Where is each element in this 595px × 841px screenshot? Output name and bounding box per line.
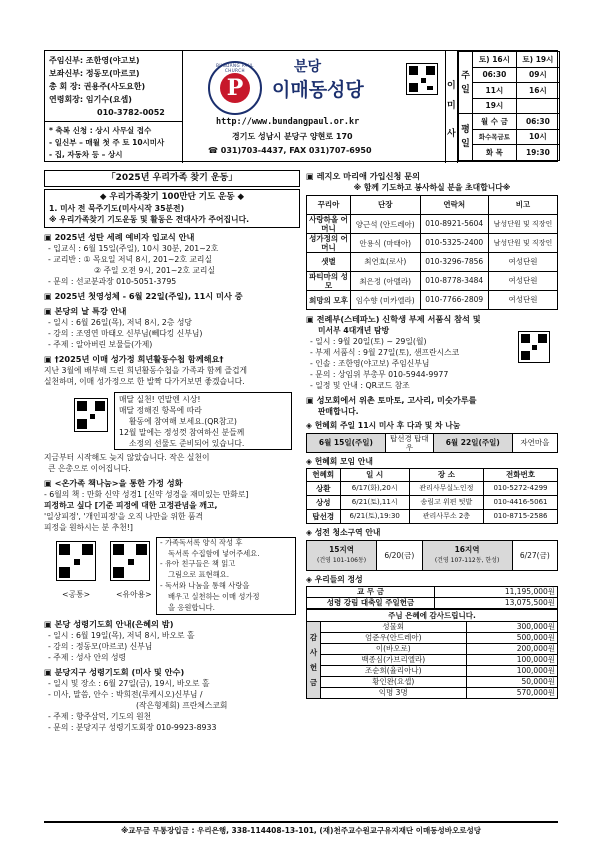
section-heading: ▣ 본당의 날 특강 안내 xyxy=(44,305,300,317)
mass-label: 이 미 사 xyxy=(446,51,458,163)
legio-table: 꾸리아 단장 연락처 비고 사랑하올 어머니 양근석 (안드레아) 010-8921-5604 남성단원 및 직장인 성가정의 어머니 안용식 (마태아) 010-5325-2400 남성단원 및 직장인 샛별 최연효(로사) 010-3296-7856 여성단원 파티마의 성모 최은정 (아멜라) 010-8778-3484 여성단원 희망의 모후 임수향 (미카엘라) 010-7766-2809 여성단원 xyxy=(306,195,558,310)
mass-schedule xyxy=(445,51,559,163)
section-heading: ▣ 분당지구 성령기도회 (미사 및 안수) xyxy=(44,666,300,678)
section-heading: ▣ 2025년 성탄 세례 예비자 입교식 안내 xyxy=(44,231,300,243)
campaign-title: 「2025년 우리가족 찾기 운동」 xyxy=(44,170,300,187)
thanks-table: 주님 은혜에 감사드립니다. 감 사 헌 금 성물회 300,000원 엄준우(안드레아) 500,000원 이(바오로) 200,000원 백종심(가브리엘라) 100,000원 조순희(율리아나) 100,000원 황인완(요셉) 50,000원 익명 3명 570,000원 xyxy=(306,609,558,699)
jubilee-box: 매달 실천! 연말엔 시상! 매달 정해진 항목에 따라 활동에 참여해 보세요.(QR참고) 12월 말에는 정성껏 참여하신 분들께 소정의 선물도 준비되어 있습니다. xyxy=(44,390,300,452)
bulletin-header xyxy=(44,50,558,162)
tea-heading: ◈ 헌혜회 주일 11시 미사 후 다과 및 차 나눔 xyxy=(306,421,461,430)
meeting-heading: ◈ 헌혜회 모임 안내 xyxy=(306,457,373,466)
offering-table xyxy=(306,586,558,609)
staff-row: 연령회장: 임기수(요셉) xyxy=(49,95,132,104)
section-heading: ▣ 본당 성령기도회 안내(은혜의 밤) xyxy=(44,618,300,630)
church-phone: ☎ 031)703-4437, FAX 031)707-6950 xyxy=(208,146,372,155)
table-row: 황인완(요셉) 50,000원 xyxy=(307,677,558,688)
church-address: 경기도 성남시 분당구 양현로 170 xyxy=(232,132,353,141)
kids-qr-icon[interactable] xyxy=(110,541,150,581)
table-row: 이(바오로) 200,000원 xyxy=(307,644,558,655)
bank-footer: ※교무금 무통장입금 : 우리은행, 338-114408-13-101, (재)천주교수원교구유지재단 이매동성바오로성당 xyxy=(44,821,558,835)
table-row: 탑선경 6/21(토),19:30 관리사무소 2층 010-8715-2586 xyxy=(307,510,558,524)
church-name-line2: 이매동성당 xyxy=(272,79,364,101)
table-row: 상환 6/17(화),20시 관리사무실노인정 010-5272-4299 xyxy=(307,482,558,496)
church-logo: BUNDANG PAUL CHURCH P xyxy=(208,61,262,115)
staff-row: 총 회 장: 권용주(사도요한) xyxy=(49,82,146,91)
section-heading: ▣ 성모회에서 위촌 토마토, 고사리, 미숫가루를 xyxy=(306,394,558,406)
section-heading: ▣ <온가족 책나눔>을 통한 가정 성화 xyxy=(44,477,300,489)
common-qr-icon[interactable] xyxy=(56,541,96,581)
website-qr-icon[interactable] xyxy=(406,63,438,95)
church-banner xyxy=(184,51,444,163)
table-row: 익명 3명 570,000원 xyxy=(307,688,558,699)
website-url[interactable]: http://www.bundangpaul.or.kr xyxy=(216,117,360,127)
section-heading: ▣ 레지오 마리애 가입신청 문의 xyxy=(306,170,558,182)
offering-heading: ◈ 우리들의 정성 xyxy=(306,575,363,584)
section-heading: ▣ 2025년 첫영성체 - 6월 22일(주일), 11시 미사 중 xyxy=(44,290,300,302)
campaign-box: ◆ 우리가족찾기 100만단 기도 운동 ◆ 1. 미사 전 묵주기도(미사시작 35분전) ※ 우리가족찾기 기도운동 및 활동은 전대사가 주어집니다. xyxy=(44,189,300,228)
table-row: 사랑하올 어머니 양근석 (안드레아) 010-8921-5604 남성단원 및 직장인 xyxy=(307,215,558,234)
left-column: 「2025년 우리가족 찾기 운동」 ◆ 우리가족찾기 100만단 기도 운동 ◆ 1. 미사 전 묵주기도(미사시작 35분전) ※ 우리가족찾기 기도운동 및 활동은 전대사가 주어집니다. ▣ 2025년 성탄 세례 예비자 입교식 안내 - 입교식 : 6월 15일(주일), 10시 30분, 201~2호 - 교리반 : ① 목요일 저녁 8시, 201~2호 교리실 ② 주일 오전 9시, 201~2호 교리실 - 문의 : 선교분과장 010-5051-3795 ▣ 2025년 첫영성체 - 6월 22일(주일), 11시 미사 중 ▣ 본당의 날 특강 안내 - 일시 : 6월 26일(목), 저녁 8시, 2층 성당 - 강의 : 조영연 마태오 신부님(뻬다킹 신부님) - 주제 : 알아버린 보물들(가제) ▣ †2025년 이매 성가정 희년활동수첩 함께해요† 지난 3월에 배부해 드린 희년활동수첩을 가족과 함께 즐겁게 실천하며, 이매 성가정으로 한 발짝 다가거보면 좋겠습니다. 매달 실천! 연말엔 시상! 매달 정해진 항목에 따라 활동에 참여해 보세요.(QR참고) 12월 말에는 정성껏 참여하신 분들께 소정의 선물도 준비되어 있습니다. 지금부터 시작해도 늦지 않았습니다. 작은 실천이 큰 은총으로 이어집니다. ▣ <온가족 책나눔>을 통한 가정 성화 - 6월의 책 : 만화 신약 성경1 [신약 성경을 재미있는 만화로] 피정하고 싶다 [기준 피정에 대한 고정관념을 깨고, '일상피정', '개인피정'을 오직 나만을 위한 품격 피정을 원하시는 분 추천!] <공통> <유아용> - 가족독서록 양식 작성 후 독서록 수집함에 넣어주세요. - 유아 친구들은 책 읽고 그림으로 표현해요. - 독서와 나눔을 통해 사랑을 배우고 실천하는 이매 성가정 을 응원합니다. ▣ 본당 성령기도회 안내(은혜의 밤) - 일시 : 6월 19일(목), 저녁 8시, 바오로 홀 - 강의 : 정동모(마르코) 신부님 - 주제 : 성사 안의 성령 ▣ 분당지구 성령기도회 (미사 및 안수) - 일시 및 장소 : 6월 27일(금), 19시, 바오로 홀 - 미사, 말씀, 안수 : 박희전(루케시오)신부님 / (작은형제회) 프란체스코회 - 주제 : 향주삼덕, 기도의 원천 - 문의 : 분당지구 성령기도회장 010-9923-8933 xyxy=(44,170,300,733)
church-name-line1: 분당 xyxy=(294,59,322,75)
table-row: 샛별 최연효(로사) 010-3296-7856 여성단원 xyxy=(307,253,558,272)
seminarian-section: ▣ 전례부(스테파노) 신학생 부제 서품식 참석 및 미서부 4대개년 탐방 - 일시 : 9월 20일(토) ~ 29일(월) - 부제 서품식 : 9월 27일(토), 샌프란시스코 - 인솔 : 조한영(야고보) 주임신부님 - 문의 : 상임위 부총무 010-5944-9977 - 일정 및 안내 : QR코드 참조 xyxy=(306,313,558,391)
table-row: 희망의 모후 임수향 (미카엘라) 010-7766-2809 여성단원 xyxy=(307,291,558,310)
table-row: 교 무 금 11,195,000원 xyxy=(307,587,558,598)
blessing-note: * 축복 신청 : 상시 사무실 접수 - 일신부 – 매월 첫 주 토 10시미사 - 집, 자동차 등 – 상시 xyxy=(45,121,183,163)
book-share-box: <공통> <유아용> - 가족독서록 양식 작성 후 독서록 수집함에 넣어주세요. - 유아 친구들은 책 읽고 그림으로 표현해요. - 독서와 나눔을 통해 사랑을 배우고 실천하는 이매 성가정 을 응원합니다. xyxy=(44,535,300,615)
cleaning-heading: ◈ 성전 청소구역 안내 xyxy=(306,528,381,537)
section-heading: ▣ 전례부(스테파노) 신학생 부제 서품식 참석 및 xyxy=(306,313,558,325)
staff-list xyxy=(45,51,183,121)
jubilee-qr-icon[interactable] xyxy=(74,398,108,432)
staff-row: 보좌신부: 정동모(마르코) xyxy=(49,69,140,78)
trip-qr-icon[interactable] xyxy=(518,331,550,363)
right-column: ▣ 레지오 마리애 가입신청 문의 ※ 함께 기도하고 봉사하실 분을 초대합니다※ 꾸리아 단장 연락처 비고 사랑하올 어머니 양근석 (안드레아) 010-8921-5604 남성단원 및 직장인 성가정의 어머니 안용식 (마태아) 010-5325-2400 남성단원 및 직장인 샛별 최연효(로사) 010-3296-7856 여성단원 파티마의 성모 최은정 (아멜라) 010-8778-3484 여성단원 희망의 모후 임수향 (미카엘라) 010-7766-2809 여성단원 ▣ 전례부(스테파노) 신학생 부제 서품식 참석 및 미서부 4대개년 탐방 - 일시 : 9월 20일(토) ~ 29일(월) - 부제 서품식 : 9월 27일(토), 샌프란시스코 - 인솔 : 조한영(야고보) 주임신부님 - 문의 : 상임위 부총무 010-5944-9977 - 일정 및 안내 : QR코드 참조 ▣ 성모회에서 위촌 토마토, 고사리, 미숫가루를 판매합니다. ◈ 헌혜회 주일 11시 미사 후 다과 및 차 나눔 6월 15일(주일) 탑선경 탑대우 6월 22일(주일) 자연마을 ◈ 헌혜회 모임 안내 헌혜회 일 시 장 소 전화번호 상환 6/17(화),20시 관리사무실노인정 010-5272-4299 상성 6/21(토),11시 송림고 위편 텃밭 010-4416-5061 탑선경 6/21(토),19:30 관리사무소 2층 010-8715-2586 ◈ 성전 청소구역 안내 15지역 (건영 101-106동) 6/20(금) 16지역 (건영 107-112동, 한성) 6/27(금) ◈ 우리들의 정성 교 무 금 11,195,000원 성령 강림 대축일 주일헌금 13,075,500원 주님 은혜에 감사드립니다. 감 사 헌 금 성물회 300,000원 엄준우(안드레아) 500,000원 이(바오로) 200,000원 백종심(가브리엘라) 100,000원 조순희(율리아나) 100,000원 황인완(요셉) 50,000원 익명 3명 570,000원 xyxy=(306,170,558,699)
tea-table: 6월 15일(주일) 탑선경 탑대우 6월 22일(주일) 자연마을 xyxy=(306,433,558,453)
table-row: 조순희(율리아나) 100,000원 xyxy=(307,666,558,677)
table-row: 성령 강림 대축일 주일헌금 13,075,500원 xyxy=(307,598,558,609)
table-row: 상성 6/21(토),11시 송림고 위편 텃밭 010-4416-5061 xyxy=(307,496,558,510)
table-row: 성가정의 어머니 안용식 (마태아) 010-5325-2400 남성단원 및 직장인 xyxy=(307,234,558,253)
table-row: 엄준우(안드레아) 500,000원 xyxy=(307,633,558,644)
staff-row: 010-3782-0052 xyxy=(97,108,165,117)
section-heading: ▣ †2025년 이매 성가정 희년활동수첩 함께해요† xyxy=(44,353,300,365)
table-row: 감 사 헌 금 성물회 300,000원 xyxy=(307,622,558,633)
cleaning-table: 15지역 (건영 101-106동) 6/20(금) 16지역 (건영 107-112동, 한성) 6/27(금) xyxy=(306,540,558,571)
staff-row: 주임신부: 조한영(야고보) xyxy=(49,56,140,65)
table-row: 백종심(가브리엘라) 100,000원 xyxy=(307,655,558,666)
meeting-table: 헌혜회 일 시 장 소 전화번호 상환 6/17(화),20시 관리사무실노인정 010-5272-4299 상성 6/21(토),11시 송림고 위편 텃밭 010-4416-5061 탑선경 6/21(토),19:30 관리사무소 2층 010-8715-2586 xyxy=(306,468,558,524)
table-row: 파티마의 성모 최은정 (아멜라) 010-8778-3484 여성단원 xyxy=(307,272,558,291)
mass-time-table: 주 일 토) 16시 토) 19시 06:30 09시 11시 16시 19시 평 일 월 수 금 06:30 화수목금토 10시 화 목 19:30 xyxy=(458,51,560,161)
